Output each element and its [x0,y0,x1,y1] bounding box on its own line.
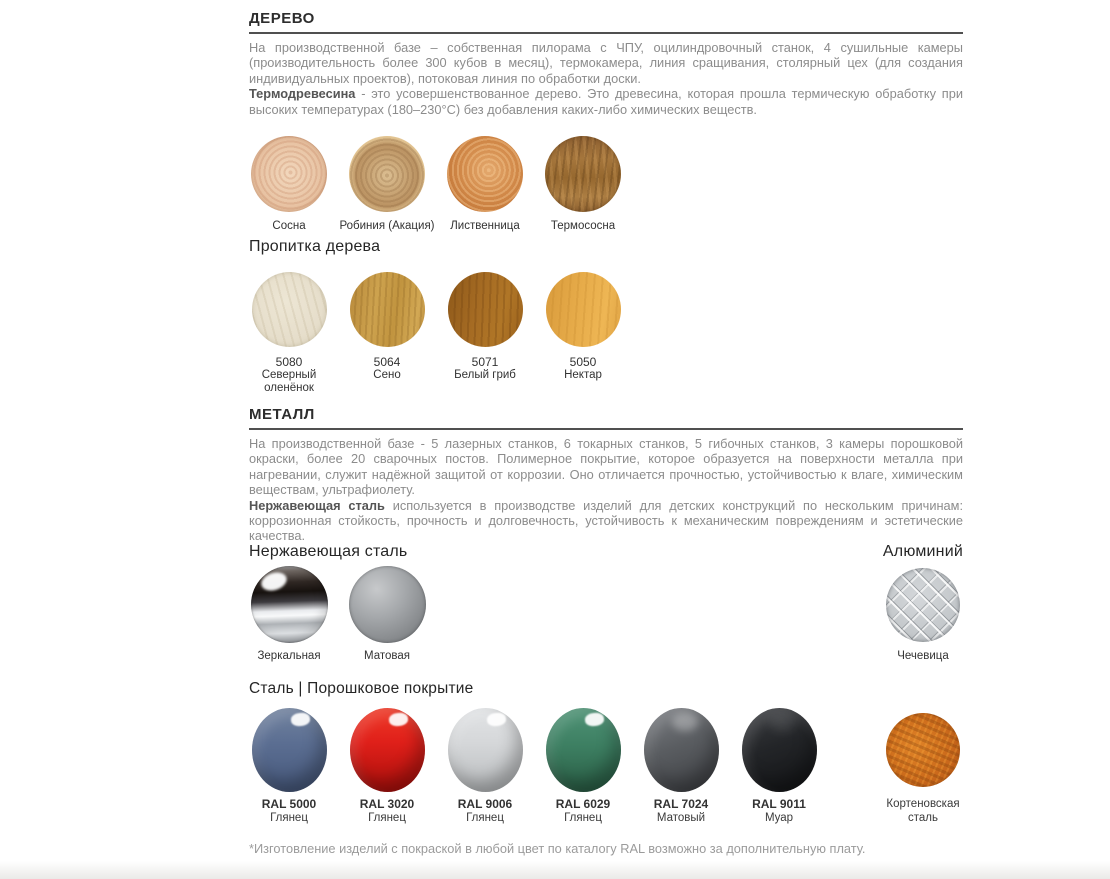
ral6029-sphere-image [546,708,621,792]
mirror-label: Зеркальная [257,650,321,662]
thermowood-term: Термодревесина [249,86,356,102]
ral3020-code: RAL 3020 [359,797,415,811]
robinia-swatch-image [349,136,425,212]
ral7024-code: RAL 7024 [653,797,709,811]
swatch-5080-name: Северный оленёнок [261,369,317,394]
swatch-5050-name: Нектар [564,369,602,381]
impregnation-swatch-5080 [249,271,329,395]
corten-swatch-image [886,713,960,787]
ral7024-finish: Матовый [656,812,706,824]
ral7024-sphere-image [644,708,719,792]
ral6029-finish: Глянец [564,812,602,824]
wood-swatch-thermopine [543,135,623,232]
ral5000-image-area [252,708,327,792]
larch-swatch-image [447,136,523,212]
swatch-5080-image [252,272,327,347]
corten-label: Кортеновская сталь [886,798,960,824]
metal-paragraph-production: На производственной базе - 5 лазерных станков, 6 токарных станков, 5 гибочных станков, 3 камеры порошковой окраски, более 20 сварочных постов. Полимерное покрытие, которое образуется на поверхности металла при нагревании, служит надёжной защитой от коррозии. Оно отличается прочностью, устойчивостью к влаге, химическим веществам, ультрафиолету. [249,436,963,498]
ral9006-image-area [448,708,523,792]
wood-swatch-pine [249,135,329,232]
aluminum-title: Алюминий [882,543,963,560]
larch-label: Лиственница [450,220,520,232]
metal-section-divider [249,428,963,430]
thermowood-text: - это усовершенствованное дерево. Это древесина, которая прошла термическую обработку при высоких температурах (180–230°С) без добавления каких-либо химических веществ. [249,86,963,117]
checker-plate-image [886,568,960,642]
wood-swatch-robinia [339,135,435,232]
powder-swatch-ral5000 [249,708,329,825]
powder-coating-row [249,708,963,825]
powder-swatch-ral6029 [543,708,623,825]
checker-image-area [886,566,960,643]
swatch-5050-image-area [546,271,621,347]
impregnation-swatch-5064 [347,271,427,395]
impregnation-swatch-5071 [445,271,525,395]
ral9006-sphere-image [448,708,523,792]
wood-swatch-larch [445,135,525,232]
swatch-5071-image [448,272,523,347]
ral9006-finish: Глянец [466,812,504,824]
powder-swatch-ral9011 [739,708,819,825]
thermopine-swatch-image [545,136,621,212]
swatch-5071-image-area [448,271,523,347]
ral6029-code: RAL 6029 [555,797,611,811]
impregnation-row [249,271,963,395]
powder-coating-title: Сталь | Порошковое покрытие [249,680,474,697]
ral7024-image-area [644,708,719,792]
stainless-aluminum-heading-row [249,543,963,561]
page-bottom-edge [0,861,1110,879]
pine-image-area [251,135,327,213]
wood-paragraph-thermowood [249,86,963,117]
ral3020-image-area [350,708,425,792]
stainless-text: используется в производстве изделий для детских конструкций по нескольким причинам: коррозионная стойкость, прочность и долговечность, устойчивость к механическим повреждениям и эстетические качества. [249,497,964,544]
ral-footnote: *Изготовление изделий с покраской в любой цвет по каталогу RAL возможно за дополнительную плату. [249,841,866,856]
wood-section-title: ДЕРЕВО [249,10,315,27]
checker-label: Чечевица [897,650,949,662]
pine-label: Сосна [272,220,306,232]
stainless-swatch-mirror [249,566,329,662]
ral9011-sphere-image [742,708,817,792]
page-content [249,0,963,879]
wood-section-text [249,40,963,117]
larch-image-area [447,135,523,213]
ral5000-code: RAL 5000 [261,797,317,811]
robinia-image-area [349,135,425,213]
wood-species-row [249,135,963,232]
swatch-5064-image-area [350,271,425,347]
matte-label: Матовая [364,650,410,662]
corten-image-area [886,708,960,792]
ral9011-image-area [742,708,817,792]
ral9011-finish: Муар [764,812,794,824]
robinia-label: Робиния (Акация) [339,220,435,232]
swatch-5064-code: 5064 [373,355,401,369]
ral3020-finish: Глянец [368,812,406,824]
ral6029-image-area [546,708,621,792]
pine-swatch-image [251,136,327,212]
ral5000-sphere-image [252,708,327,792]
ral5000-finish: Глянец [270,812,308,824]
aluminum-swatch-checker [883,566,963,662]
swatch-5064-name: Сено [373,369,401,381]
powder-swatch-ral7024 [641,708,721,825]
corten-steel-swatch [883,708,963,825]
swatch-5050-code: 5050 [569,355,597,369]
swatch-5080-image-area [252,271,327,347]
matte-sphere-image [349,566,426,643]
ral9006-code: RAL 9006 [457,797,513,811]
thermopine-image-area [545,135,621,213]
powder-swatch-ral9006 [445,708,525,825]
stainless-swatch-matte [347,566,427,662]
metal-section-title: МЕТАЛЛ [249,406,315,423]
wood-section-divider [249,32,963,34]
swatch-5071-code: 5071 [471,355,499,369]
mirror-sphere-image [251,566,328,643]
stainless-title: Нержавеющая сталь [249,543,408,560]
mirror-image-area [251,566,328,643]
metal-paragraph-stainless [249,498,963,544]
matte-image-area [349,566,426,643]
powder-swatch-ral3020 [347,708,427,825]
swatch-5050-image [546,272,621,347]
ral9011-code: RAL 9011 [752,797,806,811]
stainless-row [249,566,963,662]
stainless-term: Нержавеющая сталь [249,497,385,513]
wood-paragraph-production: На производственной базе – собственная пилорама с ЧПУ, оцилиндровочный станок, 4 сушильные камеры (производительность более 300 кубов в месяц), термокамера, линия сращивания, столярный цех (для создания индивидуальных проектов), потоковая линия по обработки доски. [249,40,963,86]
metal-section-text [249,436,963,544]
swatch-5080-code: 5080 [275,355,303,369]
impregnation-swatch-5050 [543,271,623,395]
ral3020-sphere-image [350,708,425,792]
swatch-5071-name: Белый гриб [454,369,516,381]
swatch-5064-image [350,272,425,347]
impregnation-title: Пропитка дерева [249,238,381,255]
thermopine-label: Термососна [550,220,616,232]
